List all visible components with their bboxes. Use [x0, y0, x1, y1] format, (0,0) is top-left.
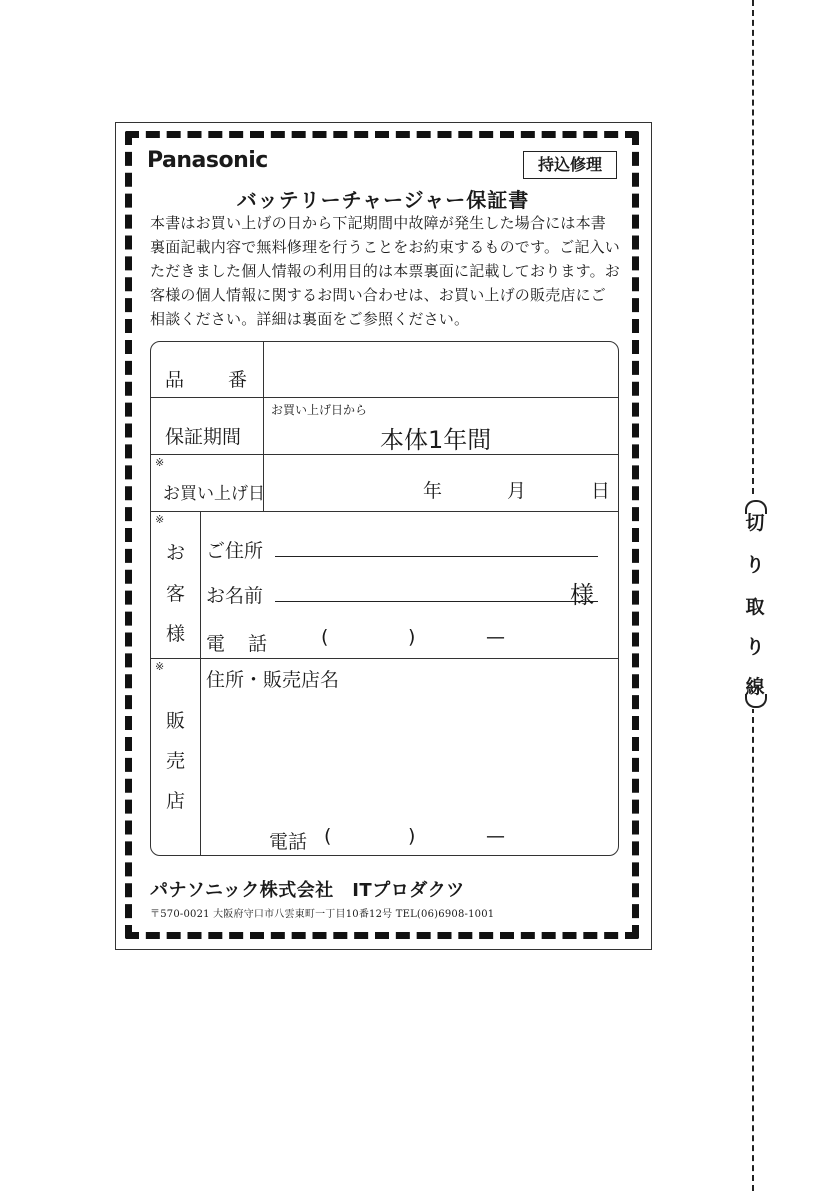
cut-char: り — [745, 554, 765, 576]
repair-type-badge: 持込修理 — [523, 151, 617, 179]
customer-label-char: 客 — [166, 583, 186, 605]
row-divider — [151, 397, 618, 398]
row-divider — [151, 511, 618, 512]
warranty-value: 本体1年間 — [380, 426, 492, 454]
name-label: お名前 — [206, 585, 264, 607]
phone-dash: — — [486, 626, 505, 648]
store-label-char: 売 — [166, 750, 186, 772]
warranty-note: お買い上げ日から — [271, 403, 368, 417]
customer-label-char: お — [166, 542, 186, 564]
company-address: 〒570-0021 大阪府守口市八雲東町一丁目10番12号 TEL(06)6908-1001 — [150, 909, 495, 920]
company-name: パナソニック株式会社 ITプロダクツ — [150, 880, 465, 901]
store-phone-paren-close: ) — [408, 825, 416, 847]
cut-char: 線 — [745, 676, 765, 698]
document-title: バッテリーチャージャー保証書 — [236, 188, 530, 212]
month-label: 月 — [507, 480, 527, 502]
customer-label-char: 様 — [166, 623, 186, 645]
asterisk-mark: ※ — [155, 660, 165, 673]
asterisk-mark: ※ — [155, 456, 165, 469]
store-address-label: 住所・販売店名 — [206, 669, 340, 691]
warranty-period-label: 保証期間 — [165, 426, 242, 448]
cut-char: 切 — [745, 512, 765, 534]
col-divider — [200, 511, 201, 855]
product-number-label-2: 番 — [228, 369, 248, 391]
year-label: 年 — [423, 480, 443, 502]
phone-paren-close: ) — [408, 626, 416, 648]
warranty-form — [150, 341, 619, 856]
asterisk-mark: ※ — [155, 513, 165, 526]
name-suffix: 様 — [570, 581, 594, 609]
intro-text: 本書はお買い上げの日から下記期間中故障が発生した場合には本書裏面記載内容で無料修理を行うことをお約束するものです。ご記入いただきました個人情報の利用目的は本票裏面に記載しております。お客様の個人情報に関するお問い合わせは、お買い上げの販売店にご相談ください。詳細は裏面をご参照ください。 — [150, 214, 621, 328]
purchase-date-label: お買い上げ日 — [163, 484, 265, 504]
phone-label-2: 話 — [248, 633, 268, 655]
name-field[interactable] — [275, 601, 598, 602]
phone-paren-open: ( — [321, 626, 329, 648]
brand-logo: Panasonic — [147, 148, 268, 173]
store-label-char: 販 — [166, 710, 186, 732]
address-label: ご住所 — [206, 540, 264, 562]
store-phone-paren-open: ( — [324, 825, 332, 847]
address-field[interactable] — [275, 556, 598, 557]
store-phone-dash: — — [486, 825, 505, 847]
day-label: 日 — [591, 480, 611, 502]
row-divider — [151, 658, 618, 659]
phone-label-1: 電 — [206, 633, 226, 655]
store-label-char: 店 — [166, 790, 186, 812]
cut-char: り — [745, 636, 765, 658]
product-number-label-1: 品 — [165, 369, 185, 391]
cut-char: 取 — [745, 596, 765, 618]
store-phone-label: 電話 — [269, 831, 308, 853]
